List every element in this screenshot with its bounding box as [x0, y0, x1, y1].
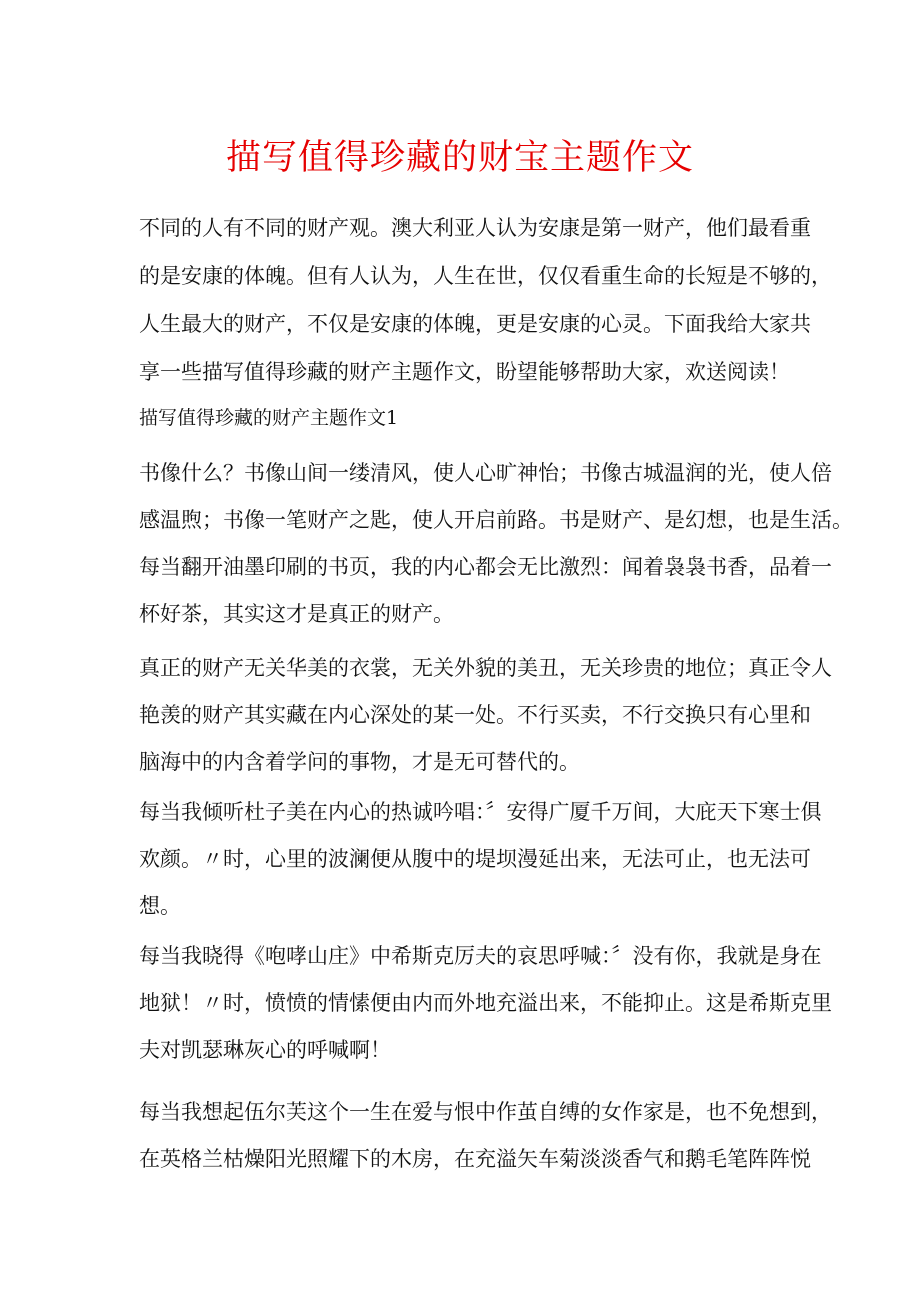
text-line: 感温煦；书像一笔财产之匙，使人开启前路。书是财产、是幻想，也是生活。 [139, 508, 853, 532]
text-line: 夫对凯瑟琳灰心的呼喊啊！ [139, 1038, 391, 1062]
text-line: 每当我想起伍尔芙这个一生在爱与恨中作茧自缚的女作家是，也不免想到， [139, 1100, 832, 1124]
document-title: 描写值得珍藏的财宝主题作文 [225, 138, 694, 178]
text-line: 书像什么？书像山间一缕清风，使人心旷神怡；书像古城温润的光，使人倍 [139, 461, 832, 485]
text-line: 脑海中的内含着学问的事物，才是无可替代的。 [139, 750, 580, 774]
text-line: 每当我晓得《咆哮山庄》中希斯克厉夫的哀思呼喊：〞没有你，我就是身在 [139, 944, 822, 968]
text-line: 每当翻开油墨印刷的书页，我的内心都会无比激烈：闻着袅袅书香，品着一 [139, 555, 832, 579]
text-line: 每当我倾听杜子美在内心的热诚吟唱：〞安得广厦千万间，大庇天下寒士俱 [139, 800, 822, 824]
section-heading [139, 403, 787, 434]
text-line: 真正的财产无关华美的衣裳，无关外貌的美丑，无关珍贵的地位；真正令人 [139, 656, 832, 680]
text-line: 艳羡的财产其实藏在内心深处的某一处。不行买卖，不行交换只有心里和 [139, 703, 811, 727]
text-line: 欢颜。〃时，心里的波澜便从腹中的堤坝漫延出来，无法可止，也无法可 [139, 847, 811, 871]
text-line: 地狱！〃时，愤愤的情愫便由内而外地充溢出来，不能抑止。这是希斯克里 [139, 991, 832, 1015]
text-line: 的是安康的体魄。但有人认为，人生在世，仅仅看重生命的长短是不够的， [139, 264, 832, 288]
text-line: 在英格兰枯燥阳光照耀下的木房，在充溢矢车菊淡淡香气和鹅毛笔阵阵悦 [139, 1147, 811, 1171]
text-line: 想。 [139, 894, 181, 918]
text-line: 人生最大的财产，不仅是安康的体魄，更是安康的心灵。下面我给大家共 [139, 312, 811, 336]
text-line: 不同的人有不同的财产观。澳大利亚人认为安康是第一财产，他们最看重 [139, 216, 811, 240]
section-heading-text: 描写值得珍藏的财产主题作文1 [139, 407, 399, 429]
text-line: 享一些描写值得珍藏的财产主题作文，盼望能够帮助大家，欢送阅读！ [139, 360, 790, 384]
text-line: 杯好茶，其实这才是真正的财产。 [139, 602, 454, 626]
